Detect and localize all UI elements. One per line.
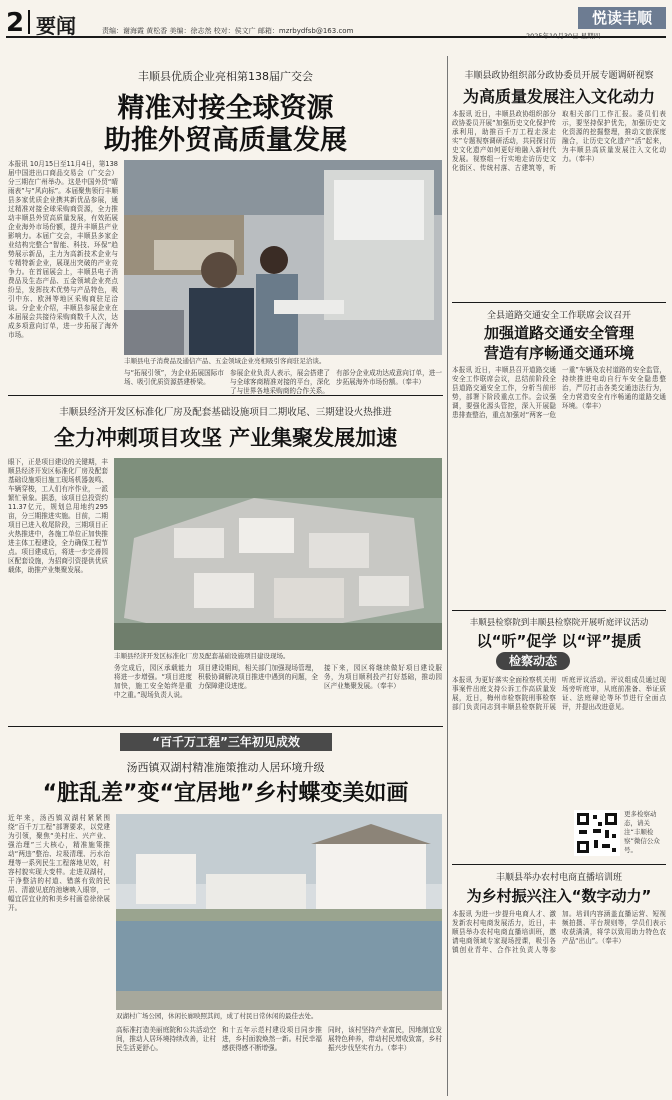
credits-line: 责编：谢海霞 黄松香 美编：徐志然 校对：侯文广 邮箱：mzrbydfsb@163.com — [102, 27, 354, 35]
separator — [452, 864, 666, 865]
a5-title-line2: 营造有序畅通交通环境 — [483, 344, 634, 362]
issue-date: 2025年10月30日 星期四 — [526, 32, 601, 40]
a5-kicker: 全县道路交通安全工作联席会议召开 — [486, 311, 631, 321]
a6-side-note: 更多检察动态，请关注“丰顺检察”微信公众号。 — [624, 810, 660, 854]
brand-badge: 悦读丰顺 — [578, 7, 666, 29]
a2-body: 眼下，正是项目建设的关键期，丰顺县经济开发区标准化厂房及配套基础设施项目施工现场机器轰鸣、车辆穿梭，工人们有序作业，一派繁忙景象。据悉，该项目总投资约11.37亿元，规划总用地约295亩，分三期推进实施。目前，二期项目已进入收尾阶段，三期项目正火热推进中，各施工单位正加快推进主体工程建设，全力确保工程节点。项目建成后，将进一步完善园区配套设施，为招商引资提供优质载体，助推产业集聚发展。 — [8, 458, 108, 574]
a7-kicker: 丰顺县举办农村电商直播培训班 — [495, 873, 622, 883]
column-divider — [447, 56, 448, 1096]
a2-title: 全力冲刺项目攻坚 产业集聚发展加速 — [53, 426, 398, 450]
a3-title: “脏乱差”变“宜居地”乡村蝶变美如画 — [42, 781, 409, 806]
a2-photo-industrial-park — [114, 458, 442, 650]
a2-tail-col3: 接下来，园区将继续做好项目建设服务，为项目顺利投产打好基础，推动园区产业集聚发展。（奉丰） — [324, 664, 442, 690]
a3-tail-col1: 高标准打造美丽庭院和公共活动空间，推动人居环境持续改善，让村民生活更舒心。 — [116, 1026, 216, 1052]
a2-tail-col1: 务完成后，园区承载能力将进一步增强。“项目进度加快，施工安全始终是重中之重。”现场负责人说。 — [114, 664, 192, 699]
a3-photo-village — [116, 814, 442, 1010]
a7-title: 为乡村振兴注入“数字动力” — [466, 887, 652, 905]
a1-photo-trade-fair — [124, 160, 442, 355]
page-header — [6, 6, 666, 38]
a1-photo-caption: 丰顺县电子消费品及通信产品、五金领域企业亮相吸引客商驻足洽谈。 — [124, 357, 326, 365]
separator — [8, 395, 443, 396]
a4-body: 本报讯 近日，丰顺县政协组织部分政协委员开展“加强历史文化保护传承利用，助推百千万工程走深走实”专题视察调研活动，共同探讨历史文化遗产如何更好地融入新时代发展。视察组一行实地走访历史文化街区、传统村落、古建筑等，听取相关部门工作汇报。委员们表示，要坚持保护优先，加强历史文化资源的挖掘整理，推动文旅深度融合，让历史文化遗产“活”起来，为丰顺县高质量发展注入文化动力。（奉丰） — [452, 110, 666, 172]
a1-body: 本报讯 10月15日至11月4日，第138届中国进出口商品交易会（广交会）分三期在广州举办。这是中国外贸“晴雨表”与“风向标”。本届聚焦领行丰顺县多家优质企业携其新优品参展，通过精准对接全球采购商资源，全力推动丰顺县外贸高质量发展，有效拓展企业海外市场份额，提升丰顺县产业影响力。本届广交会，丰顺县多家企业结构完整合“智能、科技、环保”趋势展示新品，主力为高新技术企业与专精特新企业，展现出突破的产业竞争力。在首届展会上，丰顺县电子消费品及生态产品、五金领域企业亮点纷呈，发挥技术优势与产品特色，吸引中东、欧洲等地区采购商驻足洽谈。分企业介绍，丰顺县参展企业在本届展会共接待采购商数千人次，达成多项意向订单，进一步拓展了海外市场。 — [8, 160, 118, 339]
a4-title: 为高质量发展注入文化动力 — [462, 87, 655, 106]
separator — [452, 302, 666, 303]
a1-tail-col3: 有部分企业成功达成意向订单，进一步拓展海外市场份额。（奉丰） — [336, 369, 442, 386]
a3-photo-caption: 双湖村广场公园，休闲长廊映照其间，成了村民日常休闲的最佳去处。 — [116, 1012, 318, 1020]
a6-kicker: 丰顺县检察院到丰顺县检察院开展听庭评议活动 — [469, 618, 649, 628]
a2-photo-caption: 丰顺县经济开发区标准化厂房及配套基础设施项目建设现场。 — [114, 652, 290, 660]
a1-title-line1: 精准对接全球资源 — [117, 93, 334, 124]
a3-body: 近年来，汤西镇双湖村紧紧围绕“百千万工程”部署要求，以党建为引领，聚焦“美村庄、兴产业、强治理”三大核心，精准施策推动“两违”整治、垃圾清理、污水治理等一系列民生工程落地见效，村容村貌实现大变样。走进双湖村，干净整洁的村道、错落有致的民居、清澈见底的池塘映入眼帘，一幅宜居宜业的和美乡村画卷徐徐展开。 — [8, 814, 110, 912]
a6-body: 本报讯 为更好落实全面检察机关刑事案件出庭支持公诉工作高质量发展，近日，梅州市检察院刑事检察部门负责同志到丰顺县检察院开展听庭评议活动。评议组成员通过现场旁听庭审，从庭前准备、举证质证、法庭辩论等环节进行全面点评，并提出改进意见。 — [452, 676, 666, 711]
a5-title-line1: 加强道路交通安全管理 — [483, 324, 634, 342]
a3-tail-col3: 同时，该村坚持产业富民，因地制宜发展特色种养，带动村民增收致富，乡村振兴步伐坚实有力。（奉丰） — [328, 1026, 442, 1052]
separator — [452, 610, 666, 611]
a2-tail-col2: 项目建设期间，相关部门加强现场管理，积极协调解决项目推进中遇到的问题，全力保障建设进度。 — [198, 664, 318, 690]
a3-tail-col2: 和十五年示范村建设项目同步推进，乡村面貌焕然一新。村民幸福感获得感不断增强。 — [222, 1026, 322, 1052]
a6-subhead-badge: 检察动态 — [496, 652, 570, 670]
a7-body: 本报讯 为进一步提升电商人才、激发新农村电商发展活力，近日，丰顺县举办农村电商直播培训班，邀请电商领域专家现场授课，吸引各镇创业青年、合作社负责人等参加。培训内容涵盖直播运营、短视频拍摄、平台规则等，学员们表示收获满满，将学以致用助力特色农产品“出山”。（奉丰） — [452, 910, 666, 954]
a4-kicker: 丰顺县政协组织部分政协委员开展专题调研视察 — [464, 71, 654, 81]
a5-body: 本报讯 近日，丰顺县召开道路交通安全工作联席会议，总结前阶段全县道路交通安全工作，分析当前形势，部署下阶段重点工作。会议强调，要强化源头管控，深入开展隐患排查整治，重点加强对“两客一危一重”车辆及农村道路的安全监管，持续推进电动自行车安全隐患整治，严厉打击各类交通违法行为，全力营造安全有序畅通的道路交通环境。（奉丰） — [452, 366, 666, 419]
a1-title-line2: 助推外贸高质量发展 — [104, 125, 347, 156]
qr-code-icon — [574, 810, 620, 856]
page-number: 2 — [6, 8, 25, 38]
a6-title: 以“听”促学 以“评”提质 — [476, 632, 642, 650]
a1-tail-col1: 与“拓展引领”，为企业拓展国际市场、吸引优质资源搭建桥梁。 — [124, 369, 224, 386]
a1-tail-col2: 参展企业负责人表示，展会搭建了与全球客商精准对接的平台，深化了与世界各地采购商的合作关系。 — [230, 369, 330, 395]
a2-kicker: 丰顺县经济开发区标准化厂房及配套基础设施项目二期收尾、三期建设火热推进 — [59, 407, 392, 418]
section-title: 要闻 — [28, 10, 86, 34]
separator — [8, 726, 443, 727]
a3-kicker: 汤西镇双湖村精准施策推动人居环境升级 — [126, 761, 325, 774]
a3-banner: “百千万工程”三年初见成效 — [120, 733, 332, 751]
a1-kicker: 丰顺县优质企业亮相第138届广交会 — [138, 70, 313, 83]
